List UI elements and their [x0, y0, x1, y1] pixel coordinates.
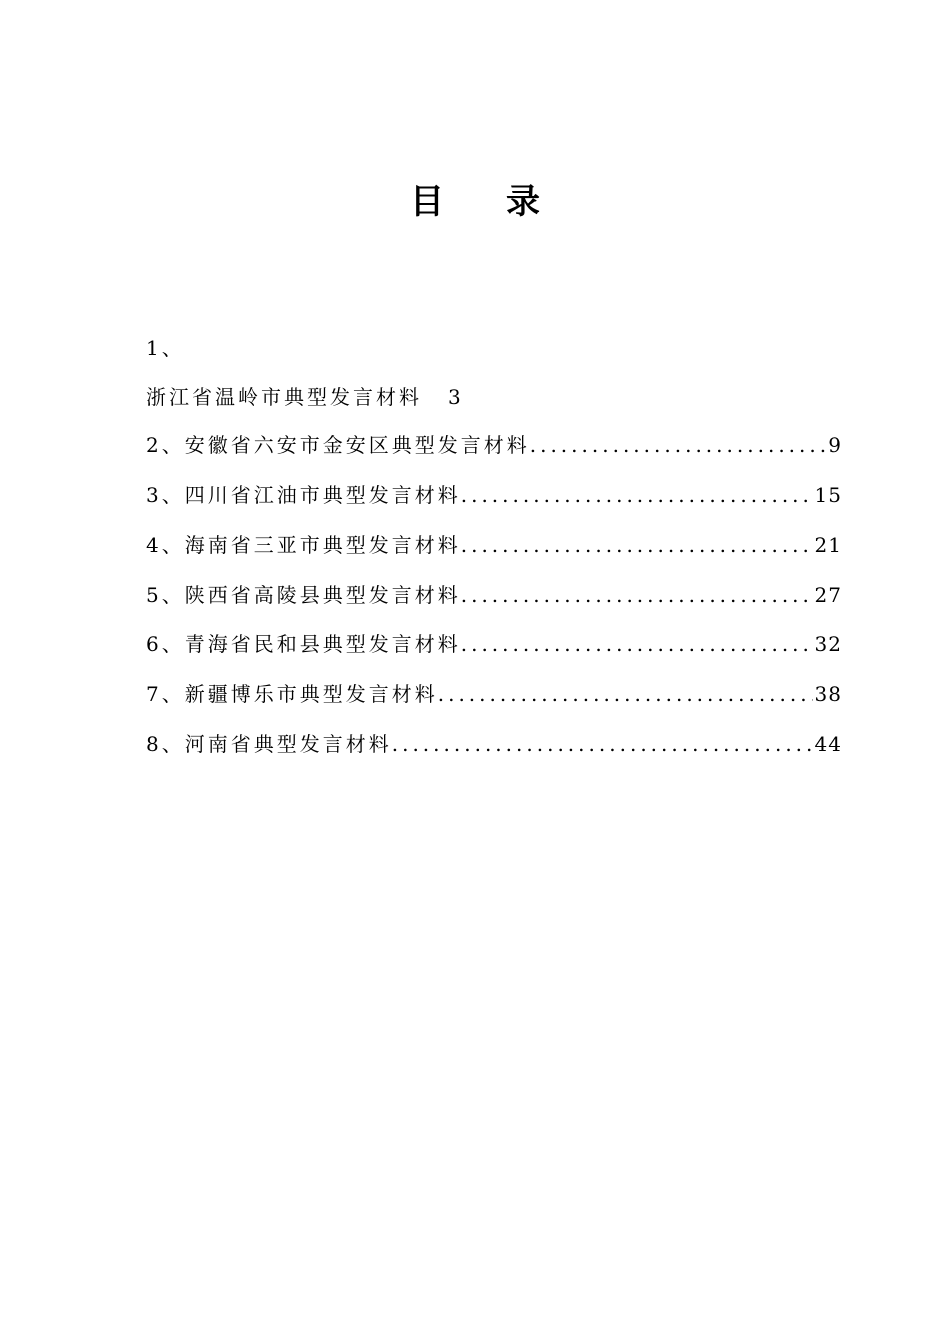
toc-entry-number: 2、	[146, 433, 185, 457]
toc-leader-dots	[438, 682, 813, 706]
toc-entry-number: 4、	[146, 533, 185, 557]
toc-title-char-1: 目	[410, 182, 444, 222]
toc-entry-number: 3、	[146, 483, 185, 507]
toc-entry-text: 陕西省高陵县典型发言材料	[184, 583, 461, 607]
toc-entry-page: 27	[814, 583, 842, 607]
toc-entry-2[interactable]	[146, 429, 842, 459]
toc-entry-text: 河南省典型发言材料	[184, 732, 392, 756]
toc-entry-number: 6、	[146, 632, 185, 656]
toc-leader-dots	[461, 583, 813, 607]
toc-entry-1[interactable]	[146, 381, 462, 410]
toc-entry-text: 海南省三亚市典型发言材料	[184, 533, 461, 557]
toc-leader-dots	[461, 533, 813, 557]
toc-entry-text: 安徽省六安市金安区典型发言材料	[184, 433, 530, 457]
toc-entry-text: 新疆博乐市典型发言材料	[184, 682, 438, 706]
toc-entry-page: 32	[814, 632, 842, 656]
toc-entry-3[interactable]	[146, 479, 842, 509]
toc-leader-dots	[461, 632, 813, 656]
toc-entry-8[interactable]	[146, 728, 842, 758]
toc-entry-1-number: 1、	[146, 336, 185, 360]
toc-entry-text: 浙江省温岭市典型发言材料	[146, 385, 422, 409]
toc-entry-page: 3	[448, 385, 462, 409]
toc-leader-dots	[461, 483, 813, 507]
toc-entry-page: 21	[814, 533, 842, 557]
toc-entry-6[interactable]	[146, 628, 842, 658]
toc-leader-dots	[392, 732, 813, 756]
toc-entry-page: 38	[814, 682, 842, 706]
toc-entry-text: 青海省民和县典型发言材料	[184, 632, 461, 656]
toc-entry-4[interactable]	[146, 529, 842, 559]
toc-entry-number: 5、	[146, 583, 185, 607]
toc-entry-text: 四川省江油市典型发言材料	[184, 483, 461, 507]
toc-entry-page: 9	[828, 433, 842, 457]
toc-entry-5[interactable]	[146, 579, 842, 609]
toc-entry-page: 15	[814, 483, 842, 507]
toc-entry-page: 44	[814, 732, 842, 756]
toc-leader-dots	[530, 433, 827, 457]
toc-entry-number: 8、	[146, 732, 185, 756]
toc-title-char-2: 录	[506, 182, 540, 222]
toc-entry-number: 7、	[146, 682, 185, 706]
toc-entry-7[interactable]	[146, 678, 842, 708]
toc-title	[0, 174, 950, 223]
